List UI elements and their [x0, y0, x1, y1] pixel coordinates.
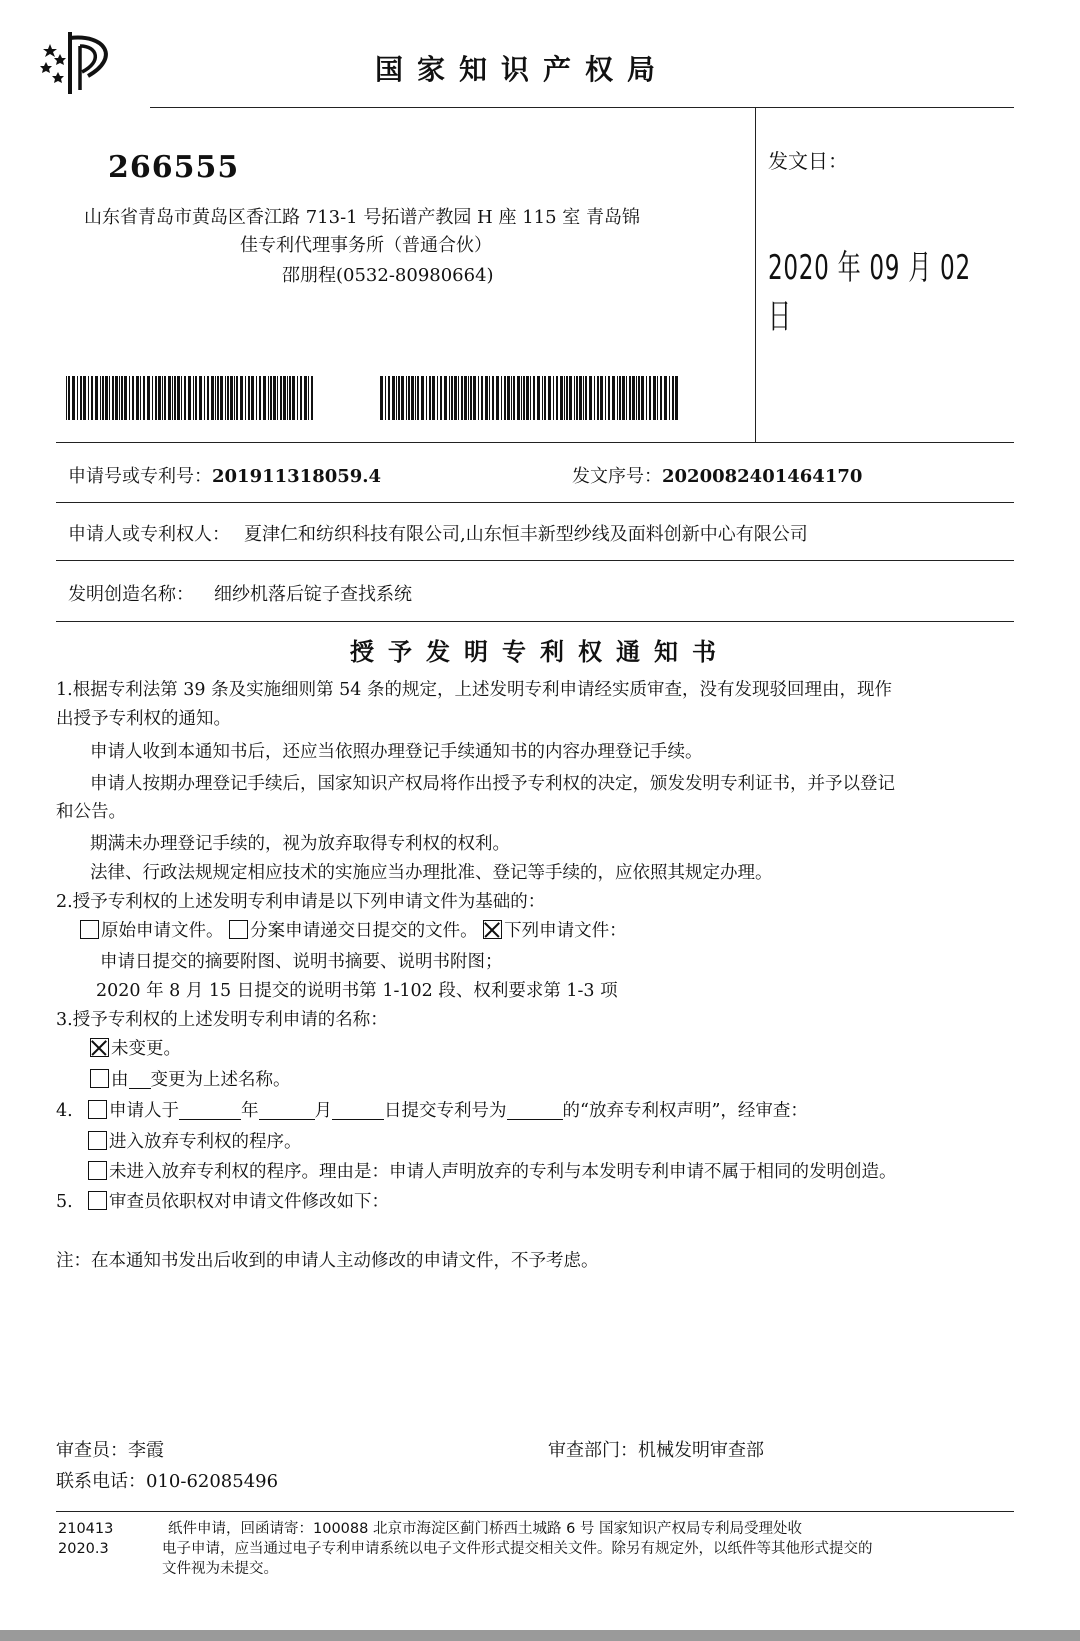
checkbox-examiner-amendment[interactable] [88, 1191, 107, 1210]
barcode-bar [245, 376, 246, 420]
barcode-bar [451, 376, 453, 420]
barcode-bar [426, 376, 427, 420]
footer-rule [56, 1511, 1014, 1512]
applicant-value: 夏津仁和纺织科技有限公司,山东恒丰新型纱线及面料创新中心有限公司 [244, 524, 808, 545]
barcode-bar [617, 376, 618, 420]
barcode-bar [440, 376, 442, 420]
section-1-line-1: 1.根据专利法第 39 条及实施细则第 54 条的规定，上述发明专利申请经实质审查，没有发现驳回理由，现作 [56, 680, 892, 700]
barcode-bar [641, 376, 644, 420]
barcode-bar [263, 376, 266, 420]
barcode-bar [236, 376, 238, 420]
barcode-bar [458, 376, 459, 420]
barcode-bar [576, 376, 578, 420]
barcode-bar [215, 376, 216, 420]
section-1-para-5: 法律、行政法规规定相应技术的实施应当办理批准、登记等手续的，应依照其规定办理。 [90, 863, 773, 883]
barcode-bar [461, 376, 463, 420]
barcode-bar [311, 376, 313, 420]
barcode-bar [638, 376, 640, 420]
option-divisional-documents: 分案申请递交日提交的文件。 [250, 921, 478, 941]
barcode-bar [521, 376, 522, 420]
barcode-bar [501, 376, 502, 420]
barcode-bar [544, 376, 546, 420]
barcode-bar [612, 376, 615, 420]
checkbox-name-changed[interactable] [90, 1069, 109, 1088]
barcode-bar [77, 376, 78, 420]
barcode-bar [95, 376, 98, 420]
section-4-option-1 [88, 1130, 302, 1154]
barcode-bar [172, 376, 173, 420]
barcode-bar [112, 376, 114, 420]
barcode-bar [277, 376, 278, 420]
section-1-line-2: 出授予专利权的通知。 [56, 709, 231, 729]
barcode-bar [513, 376, 515, 420]
barcode-bar [411, 376, 414, 420]
checkbox-name-unchanged[interactable] [90, 1038, 109, 1057]
checkbox-waiver-statement[interactable] [88, 1100, 107, 1119]
barcode-bar [147, 376, 150, 420]
barcode-bar [225, 376, 226, 420]
barcode-bar [548, 376, 551, 420]
contact-person: 邵朋程(0532-80980664) [282, 265, 494, 286]
barcode-bar [675, 376, 678, 420]
barcode-bar [511, 376, 512, 420]
section-1-para-4: 期满未办理登记手续的，视为放弃取得专利权的权利。 [90, 834, 510, 854]
application-number-row [68, 462, 381, 488]
barcode-bar [217, 376, 219, 420]
barcode-bar [140, 376, 141, 420]
barcode-bar [230, 376, 233, 420]
barcode-bar [80, 376, 82, 420]
barcode-bar [597, 376, 599, 420]
barcode-bar [569, 376, 572, 420]
section-4-text-b: 日提交专利号为 [384, 1101, 507, 1121]
barcode-bar [622, 376, 625, 420]
barcode-bar [251, 376, 254, 420]
barcode-bar [579, 376, 582, 420]
serial-number-label: 发文序号： [572, 466, 662, 487]
header-rule [150, 107, 1014, 108]
barcode-bar [526, 376, 529, 420]
invention-title: 细纱机落后锭子查找系统 [214, 584, 412, 605]
postal-code: 266555 [108, 150, 240, 185]
barcode-bar [408, 376, 410, 420]
date-box-divider [755, 107, 756, 442]
barcode-bar [468, 376, 469, 420]
barcode-bar [287, 376, 288, 420]
blank-day [332, 1101, 384, 1120]
barcode-bar [184, 376, 186, 420]
barcode-bar [211, 376, 214, 420]
barcode-bar [143, 376, 145, 420]
barcode-bar [270, 376, 272, 420]
checkbox-listed-documents[interactable] [483, 920, 502, 939]
barcode-bar [132, 376, 134, 420]
barcode-bar [533, 376, 535, 420]
option-enter-waiver: 进入放弃专利权的程序。 [109, 1132, 302, 1152]
note: 注：在本通知书发出后收到的申请人主动修改的申请文件，不予考虑。 [56, 1251, 599, 1271]
invention-row [68, 580, 412, 606]
section-4-text-c: 的“放弃专利权声明”，经审查： [562, 1101, 808, 1121]
issue-date-label: 发文日： [768, 149, 848, 173]
blank-month [259, 1101, 315, 1120]
barcode-bar [129, 376, 130, 420]
applicant-row [68, 520, 808, 546]
barcode-bar [672, 376, 674, 420]
option-listed-documents: 下列申请文件： [504, 921, 627, 941]
barcode-bar [657, 376, 658, 420]
barcode-bar [429, 376, 431, 420]
section-4-text-a: 申请人于 [109, 1101, 179, 1121]
barcode-bar [530, 376, 531, 420]
barcode-bar [115, 376, 118, 420]
blank-patent-number [507, 1101, 563, 1120]
barcode-bar [421, 376, 424, 420]
barcode-bar [605, 376, 606, 420]
section-3-heading: 3.授予专利权的上述发明专利申请的名称： [56, 1010, 388, 1030]
barcode-bar [653, 376, 656, 420]
barcode-bar [227, 376, 229, 420]
barcode-bar [102, 376, 104, 420]
barcode-bar [473, 376, 476, 420]
barcode-bar [401, 376, 404, 420]
section-5 [56, 1190, 389, 1214]
barcode-bar [542, 376, 543, 420]
section-2-heading: 2.授予专利权的上述发明专利申请是以下列申请文件为基础的： [56, 892, 546, 912]
application-number-label: 申请号或专利号： [68, 466, 212, 487]
barcode-bar [177, 376, 180, 420]
barcode-bar [553, 376, 554, 420]
section-3-option-1 [90, 1037, 181, 1061]
barcode-bar [564, 376, 565, 420]
barcode-bar [91, 376, 93, 420]
barcode-bar [66, 376, 67, 420]
barcode-bar [292, 376, 295, 420]
barcode-bar [88, 376, 89, 420]
barcode-bar [297, 376, 298, 420]
barcode-bar [109, 376, 110, 420]
barcode-bar [537, 376, 540, 420]
barcode-bar [152, 376, 153, 420]
barcode-bar [507, 376, 510, 420]
barcode-bar [485, 376, 488, 420]
barcode-bar [417, 376, 419, 420]
barcode-bar [432, 376, 435, 420]
barcode-bar [454, 376, 457, 420]
section-4-number: 4. [56, 1101, 73, 1121]
barcode-bar [119, 376, 120, 420]
section-2-detail-2: 2020 年 8 月 15 日提交的说明书第 1-102 段、权利要求第 1-3 项 [96, 981, 618, 1001]
barcode-bar [396, 376, 397, 420]
barcode-bar [415, 376, 416, 420]
barcode-bar [517, 376, 520, 420]
barcode-bar [188, 376, 191, 420]
barcode-bar [121, 376, 123, 420]
barcode-bar [449, 376, 450, 420]
barcode-bar [304, 376, 307, 420]
section-1-para-2: 申请人收到本通知书后，还应当依照办理登记手续通知书的内容办理登记手续。 [90, 742, 703, 762]
barcode-bar [193, 376, 194, 420]
section-4-month: 月 [314, 1101, 332, 1121]
barcode-bar [248, 376, 250, 420]
address-line-2: 佳专利代理事务所（普通合伙） [240, 235, 492, 256]
barcode-bar [636, 376, 637, 420]
section-5-number: 5. [56, 1192, 73, 1212]
footer-line-1: 纸件申请，回函请寄：100088 北京市海淀区蓟门桥西土城路 6 号 国家知识产权局专利局受理处收 [168, 1521, 803, 1537]
invention-label: 发明创造名称： [68, 584, 194, 605]
barcode-bar [124, 376, 127, 420]
blank-old-name [129, 1070, 151, 1089]
checkbox-not-enter-waiver[interactable] [88, 1161, 107, 1180]
bottom-edge-strip [0, 1630, 1080, 1641]
barcode-bar [164, 376, 166, 420]
issue-date: 2020 年 09 月 02 日 [768, 248, 971, 337]
checkbox-enter-waiver[interactable] [88, 1131, 107, 1150]
section-4-main [56, 1099, 808, 1123]
barcode-bar [556, 376, 558, 420]
barcode-bar [406, 376, 407, 420]
barcode-bar [204, 376, 205, 420]
barcode-bar [100, 376, 101, 420]
barcode-bar [632, 376, 635, 420]
section-2-options [80, 919, 627, 943]
barcode-bar [566, 376, 568, 420]
rule-after-address [56, 442, 1014, 443]
barcode-bar [608, 376, 610, 420]
barcode-bar [392, 376, 395, 420]
barcode-bar [158, 376, 161, 420]
barcode-bar [478, 376, 479, 420]
section-4-year: 年 [241, 1101, 259, 1121]
form-version: 2020.3 [58, 1541, 109, 1557]
section-2-detail-1: 申请日提交的摘要附图、说明书摘要、说明书附图； [100, 952, 503, 972]
barcode-bar [492, 376, 494, 420]
section-1-para-3-line-2: 和公告。 [56, 802, 126, 822]
barcode-bar [649, 376, 651, 420]
barcode-bar [398, 376, 400, 420]
option-not-enter-waiver: 未进入放弃专利权的程序。理由是：申请人声明放弃的专利与本发明专利申请不属于相同的发明创造。 [109, 1162, 897, 1182]
barcode-bar [174, 376, 176, 420]
barcode-bar [380, 376, 383, 420]
barcode-bar [68, 376, 70, 420]
address-line-1: 山东省青岛市黄岛区香江路 713-1 号拓谱产教园 H 座 115 室 青岛锦 [84, 207, 640, 228]
barcode-bar [273, 376, 276, 420]
barcode-bar [437, 376, 438, 420]
barcode-bar [300, 376, 302, 420]
office-name: 国家知识产权局 [375, 53, 670, 86]
option-name-changed-prefix: 由 [111, 1070, 129, 1090]
barcode-bar [181, 376, 182, 420]
barcode-bar [207, 376, 209, 420]
barcode-bar [234, 376, 235, 420]
checkbox-original-documents[interactable] [80, 920, 99, 939]
barcode-bar [136, 376, 139, 420]
barcode-bar [155, 376, 157, 420]
barcode-bar [83, 376, 86, 420]
barcode-bar [72, 376, 75, 420]
barcode-bar [626, 376, 627, 420]
barcode-bar [504, 376, 506, 420]
applicant-label: 申请人或专利权人： [68, 524, 230, 545]
barcode-bar [195, 376, 197, 420]
barcode-bar [259, 376, 261, 420]
serial-number-row [572, 462, 862, 488]
barcode-bar [220, 376, 223, 420]
barcode-bar [199, 376, 202, 420]
barcode-bar [481, 376, 483, 420]
examination-department: 审查部门：机械发明审查部 [548, 1440, 764, 1461]
barcode-bar [669, 376, 670, 420]
option-name-unchanged: 未变更。 [111, 1039, 181, 1059]
section-5-text: 审查员依职权对申请文件修改如下： [109, 1192, 389, 1212]
barcode-bar [594, 376, 595, 420]
barcode-bar [470, 376, 472, 420]
rule-after-applicant [56, 560, 1014, 561]
barcode-bar [388, 376, 390, 420]
notice-title: 授予发明专利权通知书 [350, 638, 730, 666]
barcode-bar [583, 376, 584, 420]
barcode-bar [444, 376, 447, 420]
cnipa-logo [36, 28, 126, 98]
rule-after-application [56, 502, 1014, 503]
barcode-bar [283, 376, 286, 420]
form-code: 210413 [58, 1521, 114, 1537]
rule-after-invention [56, 621, 1014, 622]
application-number: 201911318059.4 [212, 466, 382, 487]
barcode-bar [589, 376, 592, 420]
barcode-bar [385, 376, 386, 420]
barcode-bar [489, 376, 490, 420]
section-1-para-3-line-1: 申请人按期办理登记手续后，国家知识产权局将作出授予专利权的决定，颁发发明专利证书，并予以登记 [90, 774, 895, 794]
barcode-left [66, 376, 326, 420]
barcode-bar [105, 376, 108, 420]
blank-year [179, 1101, 241, 1120]
contact-phone: 联系电话：010-62085496 [56, 1471, 279, 1492]
barcode-bar [308, 376, 309, 420]
barcode-bar [664, 376, 667, 420]
option-name-changed-suffix: 变更为上述名称。 [150, 1070, 291, 1090]
barcode-bar [289, 376, 291, 420]
barcode-bar [629, 376, 631, 420]
option-original-documents: 原始申请文件。 [101, 921, 224, 941]
examiner-name: 审查员：李霞 [56, 1440, 164, 1461]
barcode-bar [268, 376, 269, 420]
barcode-right [380, 376, 692, 420]
barcode-bar [600, 376, 603, 420]
barcode-bar [168, 376, 171, 420]
barcode-bar [240, 376, 243, 420]
checkbox-divisional-documents[interactable] [229, 920, 248, 939]
barcode-bar [660, 376, 662, 420]
barcode-bar [280, 376, 282, 420]
barcode-bar [162, 376, 163, 420]
barcode-bar [523, 376, 525, 420]
footer-line-3: 文件视为未提交。 [162, 1561, 278, 1577]
barcode-bar [619, 376, 621, 420]
barcode-bar [464, 376, 467, 420]
barcode-bar [496, 376, 499, 420]
serial-number: 2020082401464170 [662, 466, 863, 487]
footer-line-2: 电子申请，应当通过电子专利申请系统以电子文件形式提交相关文件。除另有规定外，以纸件等其他形式提交的 [162, 1541, 873, 1557]
barcode-bar [256, 376, 257, 420]
section-3-option-2 [90, 1068, 291, 1092]
barcode-bar [560, 376, 563, 420]
barcode-bar [646, 376, 647, 420]
barcode-bar [574, 376, 575, 420]
section-4-option-2 [88, 1160, 897, 1184]
barcode-bar [585, 376, 587, 420]
